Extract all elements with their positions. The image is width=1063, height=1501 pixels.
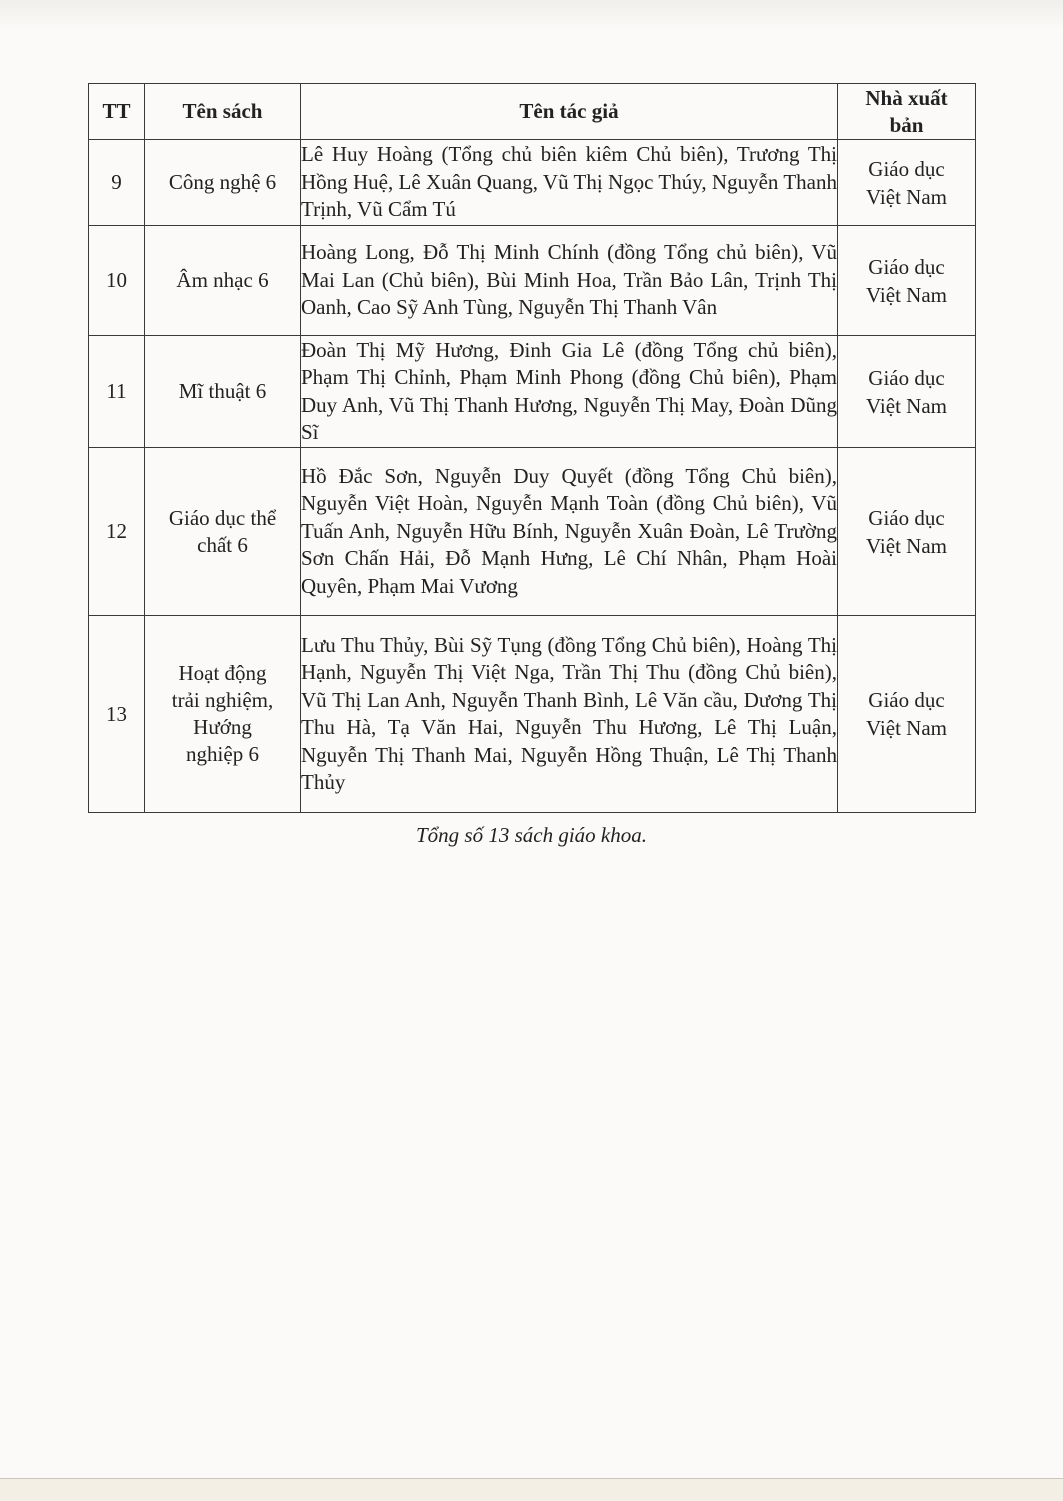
publisher-line: Việt Nam <box>866 184 947 209</box>
book-title-line: chất 6 <box>197 532 248 557</box>
row-number: 12 <box>89 448 145 616</box>
header-authors: Tên tác giả <box>301 84 838 140</box>
book-publisher <box>838 448 976 616</box>
book-authors: Hồ Đắc Sơn, Nguyễn Duy Quyết (đồng Tổng Chủ biên), Nguyễn Việt Hoàn, Nguyễn Mạnh Toàn (đồng Chủ biên), Vũ Tuấn Anh, Nguyễn Hữu Bính, Nguyễn Xuân Đoàn, Lê Trường Sơn Chấn Hải, Đỗ Mạnh Hưng, Lê Chí Nhân, Phạm Hoài Quyên, Phạm Mai Vương <box>301 448 838 616</box>
publisher-line: Giáo dục <box>868 688 945 712</box>
book-publisher <box>838 226 976 336</box>
table-row <box>89 616 976 813</box>
header-title: Tên sách <box>145 84 301 140</box>
table-row <box>89 336 976 448</box>
book-title <box>145 616 301 813</box>
publisher-line: Giáo dục <box>868 156 945 181</box>
book-title-line: Công nghệ 6 <box>168 170 277 194</box>
book-title <box>145 336 301 448</box>
publisher-line: Giáo dục <box>868 254 945 279</box>
book-title-line: Âm nhạc 6 <box>176 268 269 292</box>
book-title-line: Mĩ thuật 6 <box>178 379 267 403</box>
book-authors: Đoàn Thị Mỹ Hương, Đinh Gia Lê (đồng Tổng chủ biên), Phạm Thị Chỉnh, Phạm Minh Phong (đồng Chủ biên), Phạm Duy Anh, Vũ Thị Thanh Hương, Nguyễn Thị May, Đoàn Dũng Sĩ <box>301 336 838 448</box>
header-num: TT <box>89 84 145 140</box>
scan-edge-bottom <box>0 1478 1063 1501</box>
publisher-line: Việt Nam <box>866 533 947 558</box>
row-number: 11 <box>89 336 145 448</box>
summary-note: Tổng số 13 sách giáo khoa. <box>416 823 647 847</box>
row-number: 9 <box>89 140 145 226</box>
book-title <box>145 226 301 336</box>
table-row <box>89 226 976 336</box>
book-title <box>145 448 301 616</box>
book-authors: Lê Huy Hoàng (Tổng chủ biên kiêm Chủ biên), Trương Thị Hồng Huệ, Lê Xuân Quang, Vũ Thị Ngọc Thúy, Nguyễn Thanh Trịnh, Vũ Cẩm Tú <box>301 140 838 226</box>
publisher-line: Giáo dục <box>868 365 945 390</box>
table-row <box>89 448 976 616</box>
book-title-line: trải nghiệm, <box>171 688 274 712</box>
book-title <box>145 140 301 226</box>
table-body <box>89 140 976 813</box>
publisher-line: Việt Nam <box>866 282 947 307</box>
book-publisher <box>838 616 976 813</box>
book-title-line: Hướng <box>193 715 252 739</box>
row-number: 10 <box>89 226 145 336</box>
publisher-line: Giáo dục <box>868 505 945 530</box>
row-number: 13 <box>89 616 145 813</box>
publisher-line: Việt Nam <box>866 393 947 418</box>
book-title-line: Giáo dục thể <box>168 505 277 530</box>
header-publisher-line-1: Nhà xuất <box>865 85 948 110</box>
header-row <box>89 84 976 140</box>
book-publisher <box>838 336 976 448</box>
header-publisher <box>838 84 976 140</box>
book-title-line: Hoạt động <box>178 661 267 685</box>
book-authors: Hoàng Long, Đỗ Thị Minh Chính (đồng Tổng chủ biên), Vũ Mai Lan (Chủ biên), Bùi Minh Hoa, Trần Bảo Lân, Trịnh Thị Oanh, Cao Sỹ Anh Tùng, Nguyễn Thị Thanh Vân <box>301 226 838 336</box>
publisher-line: Việt Nam <box>866 716 947 740</box>
textbook-table <box>88 83 976 813</box>
book-title-line: nghiệp 6 <box>186 742 259 766</box>
book-authors: Lưu Thu Thủy, Bùi Sỹ Tụng (đồng Tổng Chủ biên), Hoàng Thị Hạnh, Nguyễn Thị Việt Nga, Trần Thị Thu (đồng Chủ biên), Vũ Thị Lan Anh, Nguyễn Thanh Bình, Lê Văn cầu, Dương Thị Thu Hà, Tạ Văn Hai, Nguyễn Thu Hương, Lê Thị Luận, Nguyễn Thị Thanh Mai, Nguyễn Hồng Thuận, Lê Thị Thanh Thủy <box>301 616 838 813</box>
table-row <box>89 140 976 226</box>
scan-edge-top <box>0 0 1063 30</box>
book-publisher <box>838 140 976 226</box>
header-publisher-line-2: bản <box>889 112 924 137</box>
table-header <box>89 84 976 140</box>
